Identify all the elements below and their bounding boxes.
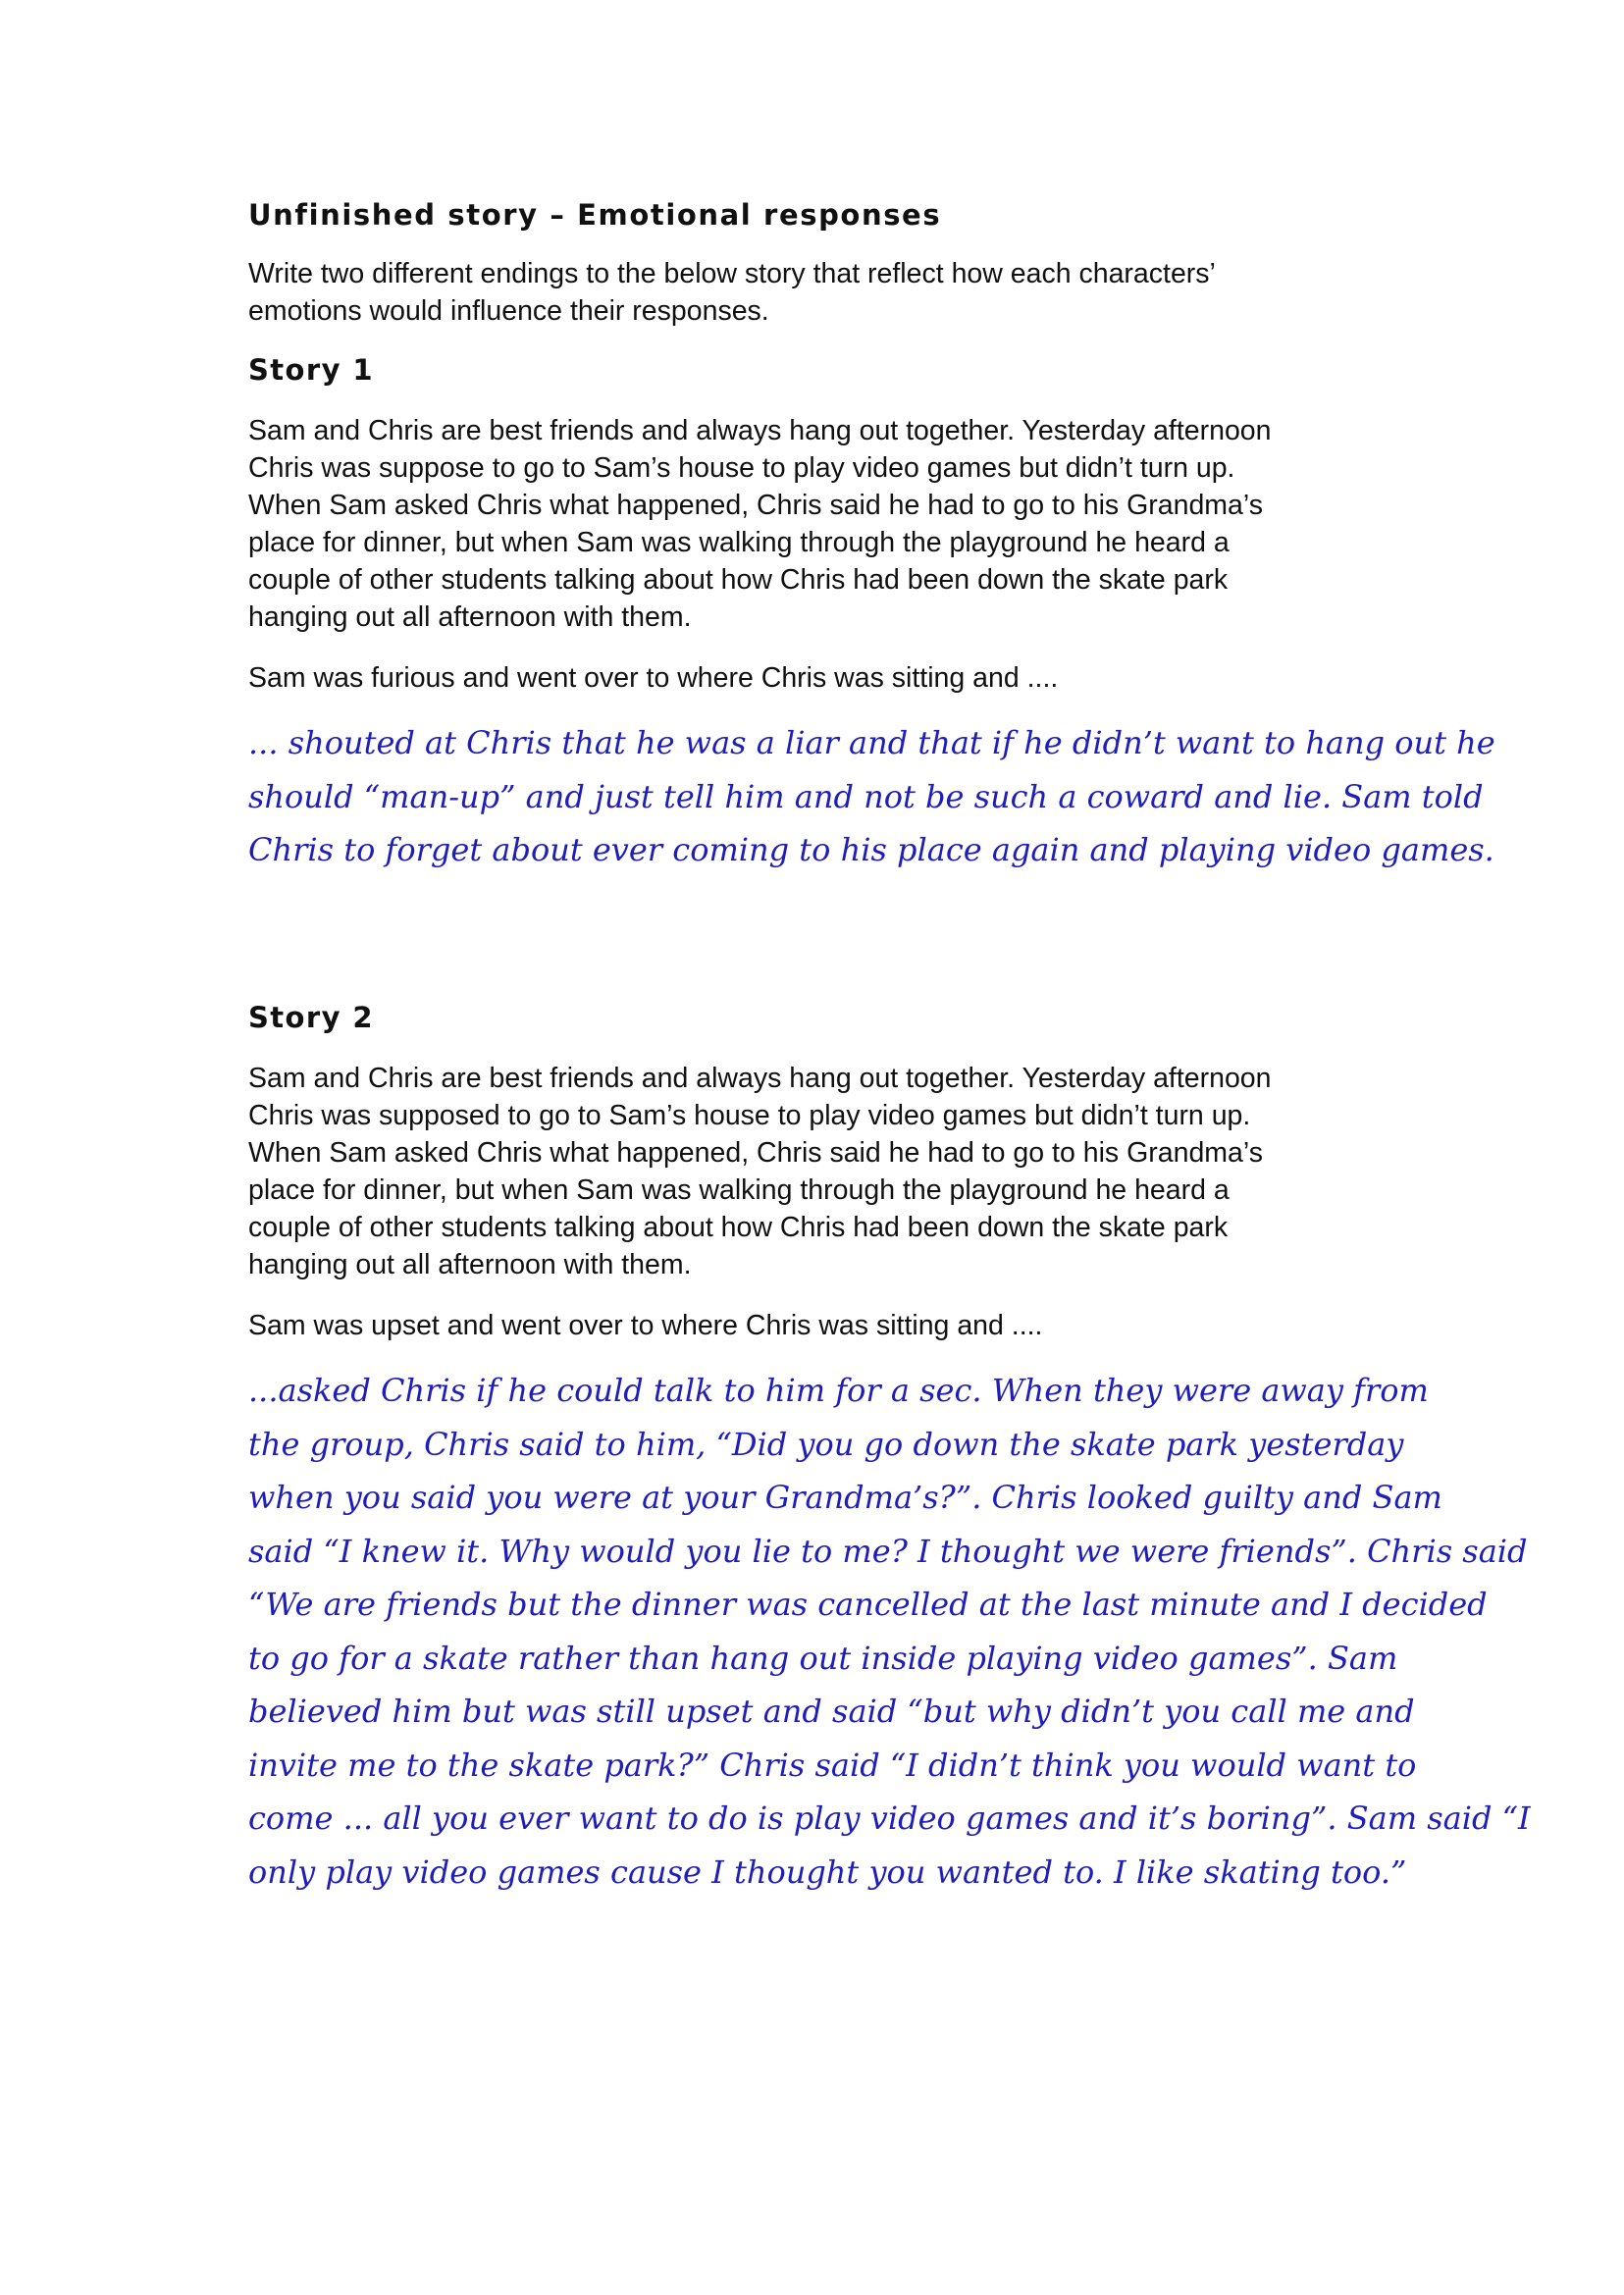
story-2-handwritten-ending (248, 1364, 1531, 1899)
story-1-handwritten-ending (248, 716, 1495, 877)
story-line: place for dinner, but when Sam was walking through the playground he heard a (248, 1174, 1230, 1206)
story-2-prompt: Sam was upset and went over to where Chris was sitting and .... (248, 1310, 1043, 1341)
story-1-body (248, 412, 1406, 636)
story-line: couple of other students talking about how Chris had been down the skate park (248, 564, 1229, 596)
page-title: Unfinished story – Emotional responses (248, 198, 942, 232)
handwritten-line: believed him but was still upset and said “but why didn’t you call me and (248, 1693, 1415, 1730)
handwritten-line: said “I knew it. Why would you lie to me? I thought we were friends”. Chris said (248, 1532, 1528, 1570)
story-line: When Sam asked Chris what happened, Chris said he had to go to his Grandma’s (248, 1137, 1263, 1169)
story-line: hanging out all afternoon with them. (248, 1249, 692, 1280)
handwritten-line: Chris to forget about ever coming to his place again and playing video games. (248, 831, 1494, 868)
instructions-line: Write two different endings to the below story that reflect how each characters’ (248, 258, 1216, 289)
story-line: hanging out all afternoon with them. (248, 601, 692, 633)
story-1-prompt: Sam was furious and went over to where Chris was sitting and .... (248, 662, 1059, 694)
story-2-body (248, 1060, 1406, 1283)
story-2-heading: Story 2 (248, 1001, 374, 1034)
handwritten-line: ...asked Chris if he could talk to him for a sec. When they were away from (248, 1372, 1429, 1409)
handwritten-line: invite me to the skate park?” Chris said “I didn’t think you would want to (248, 1746, 1417, 1784)
handwritten-line: should “man-up” and just tell him and not be such a coward and lie. Sam told (248, 777, 1484, 815)
handwritten-line: when you said you were at your Grandma’s?”. Chris looked guilty and Sam (248, 1479, 1442, 1516)
handwritten-line: to go for a skate rather than hang out inside playing video games”. Sam (248, 1639, 1398, 1677)
story-line: Chris was supposed to go to Sam’s house to play video games but didn’t turn up. (248, 1100, 1251, 1131)
handwritten-line: ... shouted at Chris that he was a liar and that if he didn’t want to hang out he (248, 724, 1495, 761)
handwritten-line: “We are friends but the dinner was cancelled at the last minute and I decided (248, 1586, 1488, 1623)
handwritten-line: come ... all you ever want to do is play video games and it’s boring”. Sam said “I (248, 1799, 1531, 1837)
handwritten-line: the group, Chris said to him, “Did you go down the skate park yesterday (248, 1425, 1404, 1463)
story-line: Chris was suppose to go to Sam’s house to play video games but didn’t turn up. (248, 452, 1235, 484)
story-1-heading: Story 1 (248, 353, 374, 387)
page-content (248, 194, 1531, 1891)
story-line: Sam and Chris are best friends and always hang out together. Yesterday afternoon (248, 1063, 1272, 1094)
story-line: Sam and Chris are best friends and always hang out together. Yesterday afternoon (248, 415, 1272, 446)
story-line: couple of other students talking about how Chris had been down the skate park (248, 1212, 1229, 1243)
instructions-line: emotions would influence their responses. (248, 295, 769, 327)
handwritten-line: only play video games cause I thought you wanted to. I like skating too.” (248, 1852, 1407, 1891)
instructions (248, 255, 1406, 330)
story-line: When Sam asked Chris what happened, Chris said he had to go to his Grandma’s (248, 490, 1263, 521)
story-line: place for dinner, but when Sam was walking through the playground he heard a (248, 527, 1230, 558)
